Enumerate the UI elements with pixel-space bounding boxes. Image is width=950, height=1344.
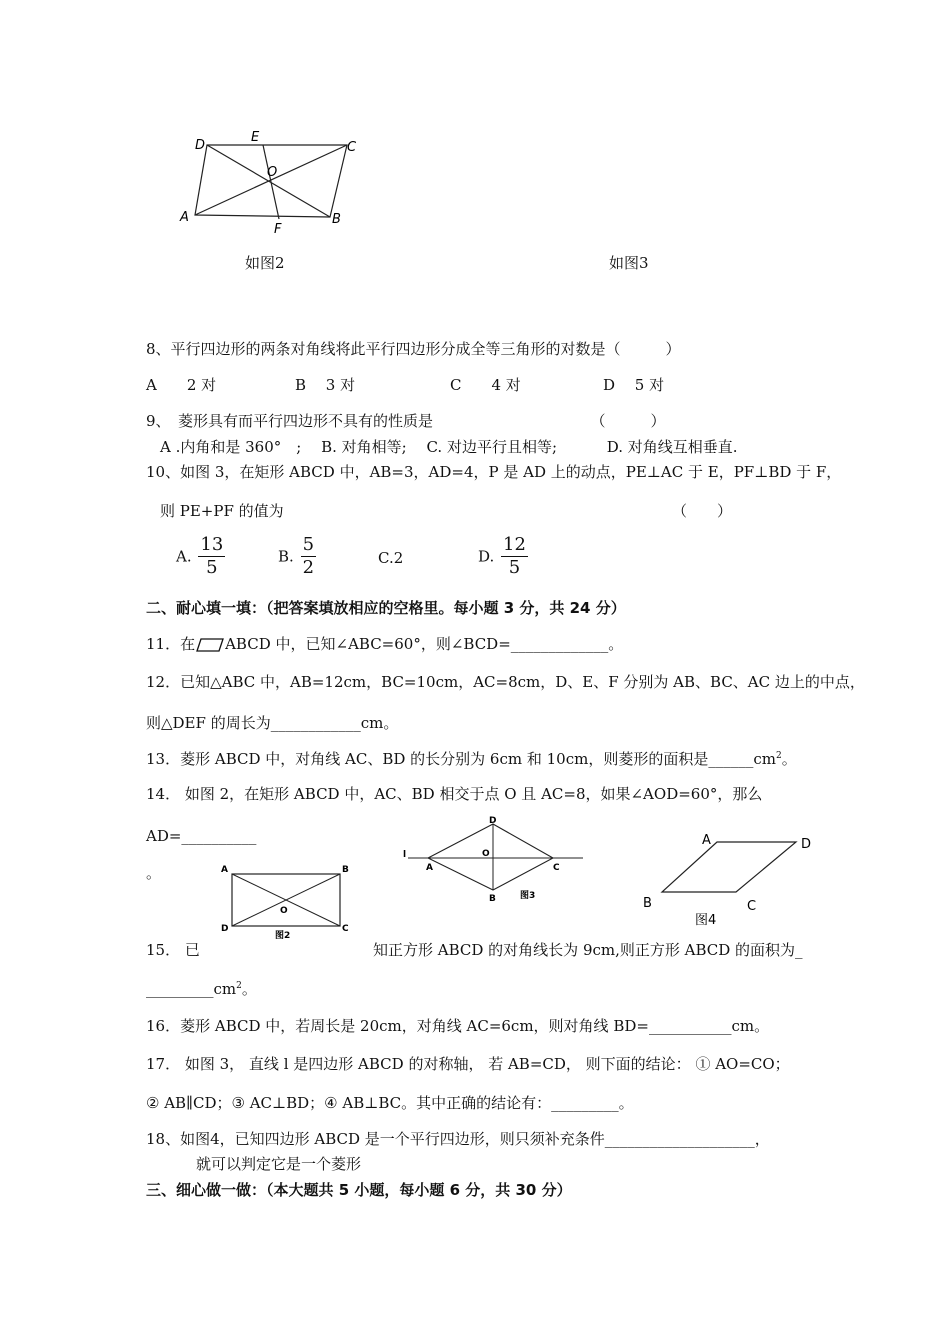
caption-fig4: 图4 — [695, 913, 717, 928]
q16: 16．菱形 ABCD 中，若周长是 20cm，对角线 AC=6cm，则对角线 BD=___________cm。 — [146, 1017, 770, 1035]
caption-fig2-top: 如图2 — [245, 254, 285, 272]
q8-option-d: D 5 对 — [603, 376, 665, 394]
q13-text: 13．菱形 ABCD 中，对角线 AC、BD 的长分别为 6cm 和 10cm，则菱形的面积是______cm — [146, 750, 776, 768]
label-a: A — [180, 210, 189, 225]
q8-option-c: C 4 对 — [450, 376, 521, 394]
label-o: O — [482, 849, 490, 859]
q15-text: 知正方形 ABCD 的对角线长为 9cm,则正方形 ABCD 的面积为_ — [373, 941, 803, 959]
fraction-12-5 — [501, 534, 528, 579]
q13-end: 。 — [781, 750, 797, 768]
q11-pre: 11．在 — [146, 635, 196, 653]
denominator: 2 — [302, 557, 315, 578]
label-o: O — [267, 165, 278, 180]
label-c: C — [747, 899, 757, 914]
parallelogram-symbol-icon — [195, 638, 225, 652]
q10-stem: 10、如图 3，在矩形 ABCD 中，AB=3，AD=4，P 是 AD 上的动点，PE⊥AC 于 E，PF⊥BD 于 F， — [146, 463, 842, 481]
parallelogram-abcd — [662, 842, 796, 892]
q11 — [146, 633, 623, 654]
q13 — [146, 748, 797, 769]
label-b: B — [643, 896, 652, 911]
q18-line1: 18、如图4，已知四边形 ABCD 是一个平行四边形，则只须补充条件____________________， — [146, 1130, 770, 1148]
caption-fig3-top: 如图3 — [609, 254, 649, 272]
label-b: B — [332, 212, 341, 227]
label-b: B — [489, 894, 496, 904]
q11-post: ABCD 中，已知∠ABC=60°，则∠BCD=_____________。 — [225, 635, 624, 653]
label-d: D — [221, 924, 229, 934]
numerator: 12 — [503, 534, 526, 555]
numerator: 5 — [302, 534, 315, 555]
q10-option-d-label: D. — [478, 547, 495, 566]
section-3-heading: 三、细心做一做：（本大题共 5 小题，每小题 6 分，共 30 分） — [146, 1181, 572, 1199]
q15-line2 — [146, 978, 257, 999]
q9-options: A .内角和是 360° ; B. 对角相等; C. 对边平行且相等; D. 对角线互相垂直. — [160, 438, 738, 456]
q8-option-b: B 3 对 — [295, 376, 356, 394]
section-2-heading: 二、耐心填一填：（把答案填放相应的空格里。每小题 3 分，共 24 分） — [146, 599, 626, 617]
q10-option-a-label: A. — [176, 547, 192, 566]
label-d: D — [801, 837, 812, 852]
q14-line1: 14． 如图 2，在矩形 ABCD 中，AC、BD 相交于点 O 且 AC=8，如果∠AOD=60°，那么 — [146, 785, 763, 803]
q17-line2: ② AB∥CD；③ AC⊥BD；④ AB⊥BC。其中正确的结论有：_________。 — [146, 1094, 634, 1112]
q15-sup: 2 — [236, 981, 242, 991]
q10-option-b-label: B. — [278, 547, 294, 566]
diagonal-bd — [207, 145, 330, 217]
label-a: A — [702, 833, 711, 848]
figure-parallelogram-4 — [635, 826, 825, 931]
rhombus-abcd — [428, 824, 553, 890]
label-d: D — [489, 816, 497, 826]
label-b: B — [342, 865, 349, 875]
figure-rhombus — [398, 814, 588, 904]
label-d: D — [195, 138, 206, 153]
q10-option-b — [278, 534, 316, 579]
q10-paren: （ ） — [672, 502, 733, 520]
label-c: C — [347, 140, 357, 155]
q8-stem: 8、平行四边形的两条对角线将此平行四边形分成全等三角形的对数是（ ） — [146, 340, 681, 358]
q12-line2: 则△DEF 的周长为____________cm。 — [146, 714, 399, 732]
q10-stem-2: 则 PE+PF 的值为 — [160, 502, 284, 520]
label-o: O — [280, 906, 288, 916]
q13-sup: 2 — [775, 751, 782, 761]
numerator: 13 — [200, 534, 224, 555]
q17-line1: 17． 如图 3， 直线 l 是四边形 ABCD 的对称轴， 若 AB=CD， 则下面的结论： ① AO=CO； — [146, 1055, 790, 1073]
q14-line2: AD=__________ — [146, 827, 257, 845]
q14-line3: 。 — [146, 864, 162, 882]
caption-fig2: 图2 — [275, 931, 291, 941]
q10-option-d — [478, 534, 528, 579]
label-a: A — [426, 863, 433, 873]
q12-line1: 12．已知△ABC 中，AB=12cm，BC=10cm，AC=8cm，D、E、F 分别为 AB、BC、AC 边上的中点， — [146, 673, 865, 691]
label-a: A — [221, 865, 228, 875]
label-c: C — [342, 924, 349, 934]
q15-line2-text: _________cm — [146, 980, 237, 998]
q18-line2: 就可以判定它是一个菱形 — [196, 1155, 362, 1173]
q10-option-c: C.2 — [378, 549, 404, 567]
figure-parallelogram-eof — [175, 125, 375, 240]
q15-pre: 15． 已 — [146, 941, 200, 959]
q15-end: 。 — [241, 980, 257, 998]
figure-rectangle — [215, 860, 355, 942]
label-e: E — [251, 130, 260, 145]
fraction-5-2 — [301, 534, 316, 579]
denominator: 5 — [508, 557, 521, 578]
q8-option-a: A 2 对 — [146, 376, 217, 394]
caption-fig3: 图3 — [520, 891, 536, 901]
label-f: F — [274, 222, 282, 237]
q9-stem: 9、 菱形具有而平行四边形不具有的性质是 （ ） — [146, 412, 666, 430]
label-c: C — [553, 863, 560, 873]
fraction-13-5 — [198, 534, 225, 579]
denominator: 5 — [206, 557, 218, 578]
q10-option-a — [176, 534, 225, 579]
label-l: l — [403, 850, 407, 860]
